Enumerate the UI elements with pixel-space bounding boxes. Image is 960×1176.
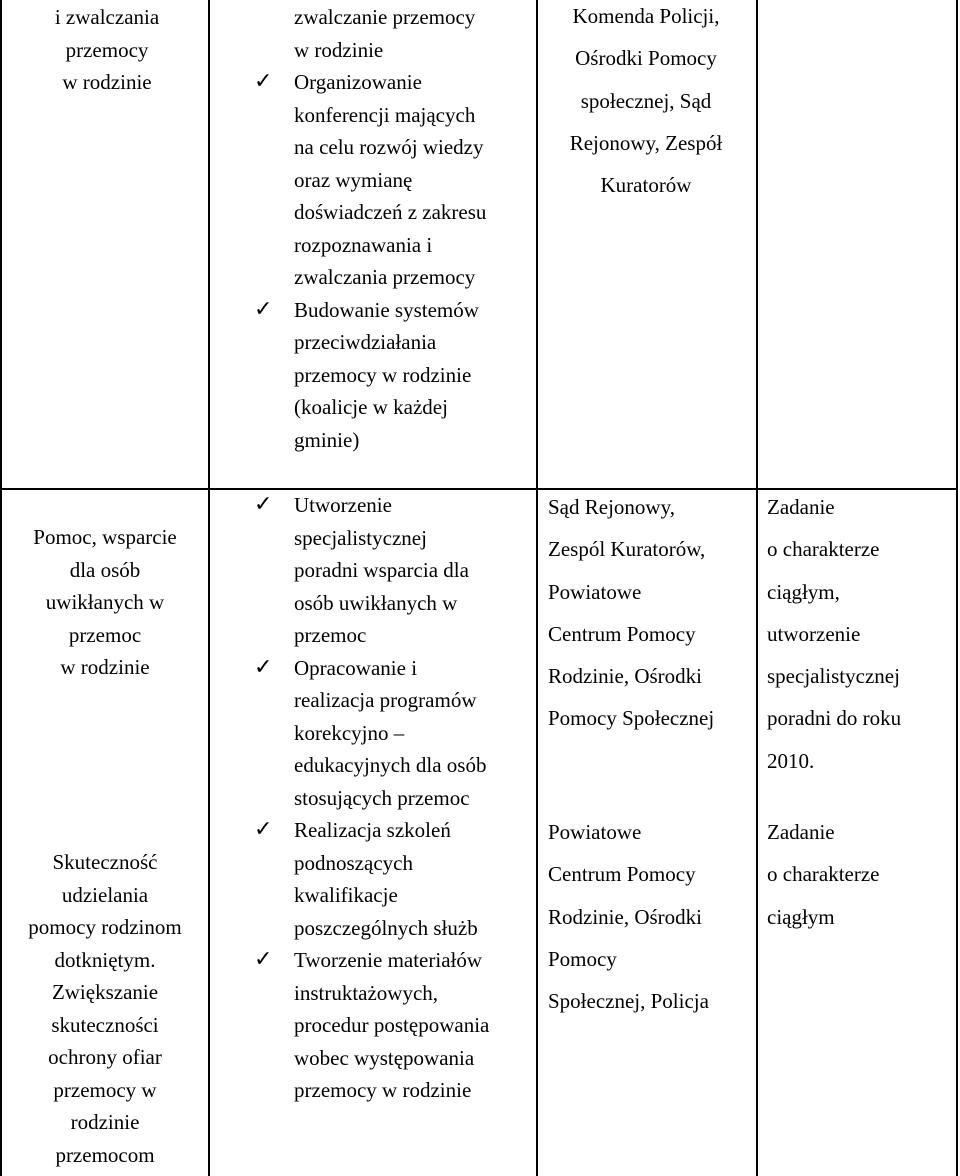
cell-text-line: Społecznej, Policja [548, 989, 709, 1014]
cell-text-line: przemocy w rodzinie [294, 362, 472, 387]
cell-text-line: o charakterze [767, 537, 880, 562]
cell-text-line: przemocy [65, 37, 149, 62]
cell-text-line: skuteczności [51, 1012, 159, 1037]
cell-text-line: zwalczania przemocy [294, 265, 476, 289]
row2-deadline-cell-a [767, 486, 953, 782]
row1-responsible-cell [538, 0, 754, 206]
row2-objective-cell-a [4, 521, 206, 684]
cell-text-line: Ośrodki Pomocy [575, 46, 717, 71]
action-item [254, 652, 534, 815]
action-item [254, 814, 534, 944]
cell-text-line: Rodzinie, Ośrodki [548, 664, 702, 689]
cell-text-line: poradni wsparcia dla [294, 558, 469, 582]
cell-text-line: Utworzenie [294, 493, 392, 517]
cell-text-line: na celu rozwój wiedzy [294, 135, 484, 159]
cell-text-line: przemoc [294, 623, 367, 647]
cell-text-line: dotkniętym. [54, 947, 156, 972]
cell-text-line: i zwalczania [54, 5, 160, 29]
cell-text-line: kwalifikacje [294, 883, 398, 907]
cell-text-line: oraz wymianę [294, 167, 413, 192]
cell-text-line: specjalistycznej [767, 664, 900, 689]
cell-text-line: Powiatowe [548, 579, 642, 604]
cell-text-line: społecznej, Sąd [580, 88, 712, 113]
table-border-right [956, 0, 958, 1176]
action-item [254, 294, 534, 457]
cell-text-line: Komenda Policji, [572, 4, 720, 28]
cell-text-line: dla osób [69, 557, 141, 582]
cell-text-line: stosujących przemoc [294, 785, 470, 810]
action-item [254, 944, 534, 1107]
cell-text-line: Pomoc, wsparcie [33, 525, 177, 549]
row1-actions-cell [254, 1, 534, 456]
cell-text-line: o charakterze [767, 862, 880, 887]
cell-text-line: Organizowanie [294, 70, 422, 94]
checkmark-icon: ✓ [254, 817, 273, 842]
cell-text-line: procedur postępowania [294, 1013, 490, 1037]
action-item [254, 489, 534, 652]
checkmark-icon: ✓ [254, 654, 273, 680]
action-lead-text [254, 1, 534, 66]
cell-text-line: ciągłym, [767, 579, 840, 604]
checkmark-icon: ✓ [254, 296, 273, 322]
row2-responsible-cell-b [548, 811, 746, 1022]
cell-text-line: specjalistycznej [294, 525, 427, 550]
cell-text-line: Opracowanie i [294, 655, 418, 680]
cell-text-line: przemoc [68, 622, 142, 647]
cell-text-line: Powiatowe [548, 820, 642, 844]
cell-text-line: rozpoznawania i [294, 232, 433, 257]
cell-text-line: konferencji mających [294, 102, 476, 127]
cell-text-line: utworzenie [767, 621, 861, 646]
cell-text-line: Sąd Rejonowy, [548, 495, 675, 519]
cell-text-line: Kuratorów [600, 173, 692, 198]
cell-text-line: w rodzinie [62, 70, 152, 94]
cell-text-line: w rodzinie [60, 655, 150, 679]
checkmark-icon: ✓ [254, 492, 273, 517]
cell-text-line: poradni do roku [767, 706, 902, 731]
cell-text-line: w rodzinie [294, 37, 384, 62]
cell-text-line: Skuteczność [52, 850, 158, 874]
cell-text-line: doświadczeń z zakresu [294, 200, 487, 224]
cell-text-line: rodzinie [70, 1110, 140, 1134]
cell-text-line: Tworzenie materiałów [294, 948, 483, 972]
cell-text-line: przemocy w [53, 1077, 157, 1102]
cell-text-line: ciągłym [767, 904, 835, 929]
column-divider-1 [208, 0, 210, 1176]
cell-text-line: Realizacja szkoleń [294, 818, 451, 842]
table-border-left [0, 0, 2, 1176]
cell-text-line: gminie) [294, 427, 360, 452]
cell-text-line: pomocy rodzinom [28, 915, 182, 939]
row2-actions-cell [254, 489, 534, 1107]
cell-text-line: edukacyjnych dla osób [294, 753, 487, 777]
cell-text-line: Budowanie systemów [294, 297, 479, 322]
cell-text-line: Rodzinie, Ośrodki [548, 904, 702, 929]
cell-text-line: 2010. [767, 748, 815, 773]
cell-text-line: realizacja programów [294, 688, 477, 712]
cell-text-line: przeciwdziałania [294, 330, 437, 354]
column-divider-3 [756, 0, 758, 1176]
cell-text-line: Rejonowy, Zespół [569, 130, 723, 155]
cell-text-line: Pomocy Społecznej [548, 706, 715, 731]
cell-text-line: ochrony ofiar [48, 1045, 162, 1069]
action-item [254, 66, 534, 294]
row2-responsible-cell-a [548, 486, 752, 740]
cell-text-line: zwalczanie przemocy [294, 5, 476, 29]
cell-text-line: Centrum Pomocy [548, 621, 696, 646]
cell-text-line: podnoszących [294, 850, 413, 875]
cell-text-line: instruktażowych, [294, 980, 439, 1005]
cell-text-line: Zespól Kuratorów, [548, 537, 706, 562]
cell-text-line: Pomocy [548, 946, 617, 971]
cell-text-line: Zwiększanie [51, 980, 159, 1004]
row1-objective-cell [12, 1, 202, 99]
cell-text-line: korekcyjno – [294, 720, 405, 745]
cell-text-line: przemocy w rodzinie [294, 1078, 472, 1102]
cell-text-line: (koalicje w każdej [294, 395, 448, 419]
row2-deadline-cell-b [767, 811, 953, 938]
cell-text-line: Centrum Pomocy [548, 862, 696, 887]
checkmark-icon: ✓ [254, 69, 273, 94]
checkmark-icon: ✓ [254, 947, 273, 972]
cell-text-line: Zadanie [767, 820, 835, 844]
cell-text-line: poszczególnych służb [294, 915, 478, 940]
row2-objective-cell-b [4, 846, 206, 1171]
cell-text-line: uwikłanych w [45, 590, 165, 614]
cell-text-line: osób uwikłanych w [294, 590, 458, 615]
cell-text-line: udzielania [61, 882, 149, 907]
cell-text-line: wobec występowania [294, 1045, 475, 1070]
cell-text-line: Zadanie [767, 495, 835, 519]
cell-text-line: przemocom [55, 1142, 155, 1167]
